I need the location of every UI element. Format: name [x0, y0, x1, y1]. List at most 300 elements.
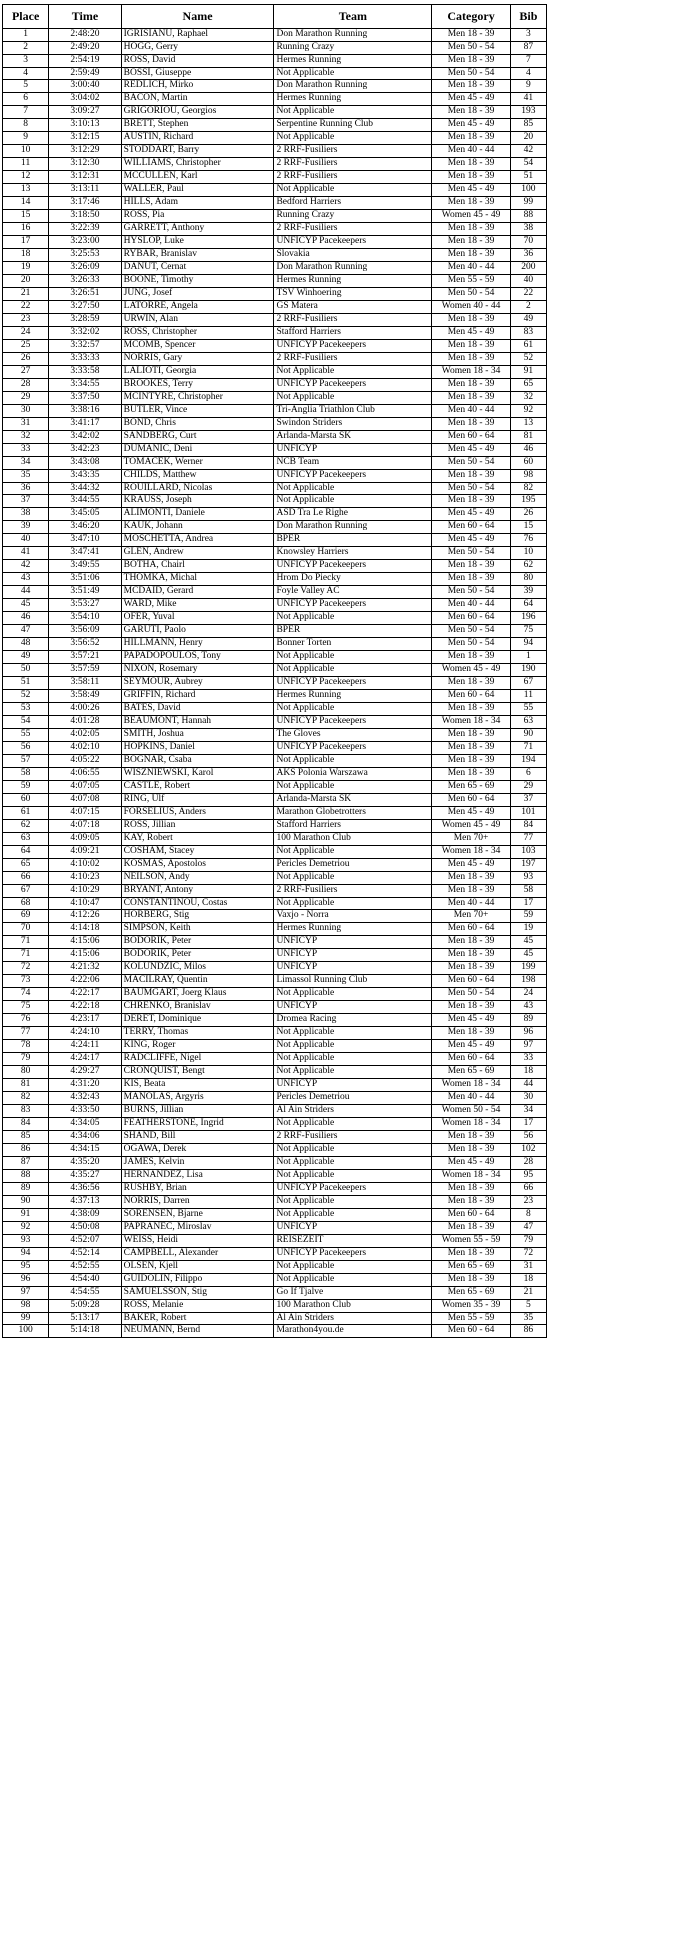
- cell-bib: 18: [510, 1066, 546, 1079]
- cell-bib: 89: [510, 1014, 546, 1027]
- cell-team: 100 Marathon Club: [274, 1299, 432, 1312]
- cell-name: COSHAM, Stacey: [121, 845, 274, 858]
- cell-name: SIMPSON, Keith: [121, 923, 274, 936]
- cell-place: 37: [3, 495, 49, 508]
- table-row: [3, 638, 547, 651]
- cell-place: 45: [3, 599, 49, 612]
- cell-place: 69: [3, 910, 49, 923]
- cell-team: Pericles Demetriou: [274, 1092, 432, 1105]
- table-row: [3, 1130, 547, 1143]
- cell-bib: 54: [510, 158, 546, 171]
- cell-name: KIS, Beata: [121, 1079, 274, 1092]
- table-row: [3, 352, 547, 365]
- cell-time: 3:32:57: [49, 339, 121, 352]
- cell-team: Running Crazy: [274, 41, 432, 54]
- cell-team: Hrom Do Piecky: [274, 573, 432, 586]
- cell-place: 11: [3, 158, 49, 171]
- table-row: [3, 378, 547, 391]
- cell-category: Men 45 - 49: [432, 119, 510, 132]
- cell-time: 4:15:06: [49, 936, 121, 949]
- cell-team: Pericles Demetriou: [274, 858, 432, 871]
- cell-place: 67: [3, 884, 49, 897]
- cell-name: NIXON, Rosemary: [121, 664, 274, 677]
- cell-team: Don Marathon Running: [274, 521, 432, 534]
- cell-time: 3:18:50: [49, 210, 121, 223]
- cell-category: Men 18 - 39: [432, 741, 510, 754]
- cell-category: Men 18 - 39: [432, 339, 510, 352]
- cell-team: 2 RRF-Fusiliers: [274, 171, 432, 184]
- cell-team: Not Applicable: [274, 67, 432, 80]
- cell-place: 3: [3, 54, 49, 67]
- cell-bib: 9: [510, 80, 546, 93]
- cell-time: 3:38:16: [49, 404, 121, 417]
- cell-team: Don Marathon Running: [274, 80, 432, 93]
- cell-name: GLEN, Andrew: [121, 547, 274, 560]
- cell-place: 81: [3, 1079, 49, 1092]
- cell-bib: 37: [510, 793, 546, 806]
- cell-category: Men 60 - 64: [432, 430, 510, 443]
- cell-place: 9: [3, 132, 49, 145]
- cell-category: Men 18 - 39: [432, 1130, 510, 1143]
- cell-bib: 19: [510, 923, 546, 936]
- table-row: [3, 1312, 547, 1325]
- cell-time: 3:34:55: [49, 378, 121, 391]
- cell-category: Men 40 - 44: [432, 1092, 510, 1105]
- cell-place: 2: [3, 41, 49, 54]
- cell-place: 14: [3, 197, 49, 210]
- cell-category: Women 18 - 34: [432, 1117, 510, 1130]
- cell-category: Men 18 - 39: [432, 28, 510, 41]
- cell-bib: 77: [510, 832, 546, 845]
- cell-name: BACON, Martin: [121, 93, 274, 106]
- cell-place: 99: [3, 1312, 49, 1325]
- cell-place: 42: [3, 560, 49, 573]
- table-row: [3, 949, 547, 962]
- table-row: [3, 884, 547, 897]
- table-row: [3, 1273, 547, 1286]
- cell-category: Men 18 - 39: [432, 80, 510, 93]
- cell-name: SHAND, Bill: [121, 1130, 274, 1143]
- cell-time: 4:22:18: [49, 1001, 121, 1014]
- cell-place: 92: [3, 1221, 49, 1234]
- cell-time: 3:26:09: [49, 262, 121, 275]
- cell-category: Men 60 - 64: [432, 1208, 510, 1221]
- cell-bib: 36: [510, 249, 546, 262]
- table-row: [3, 249, 547, 262]
- cell-time: 4:52:55: [49, 1260, 121, 1273]
- cell-team: Not Applicable: [274, 845, 432, 858]
- cell-name: JUNG, Josef: [121, 287, 274, 300]
- cell-name: CHILDS, Matthew: [121, 469, 274, 482]
- cell-time: 3:57:59: [49, 664, 121, 677]
- cell-time: 3:32:02: [49, 326, 121, 339]
- cell-place: 76: [3, 1014, 49, 1027]
- cell-place: 38: [3, 508, 49, 521]
- cell-name: WEISS, Heidi: [121, 1234, 274, 1247]
- cell-team: Not Applicable: [274, 1169, 432, 1182]
- cell-time: 4:24:17: [49, 1053, 121, 1066]
- cell-team: Not Applicable: [274, 184, 432, 197]
- cell-name: WALLER, Paul: [121, 184, 274, 197]
- table-body: [3, 28, 547, 1338]
- cell-place: 86: [3, 1143, 49, 1156]
- cell-time: 4:33:50: [49, 1105, 121, 1118]
- cell-bib: 58: [510, 884, 546, 897]
- cell-time: 4:15:06: [49, 949, 121, 962]
- cell-time: 4:21:32: [49, 962, 121, 975]
- table-row: [3, 1234, 547, 1247]
- cell-team: Stafford Harriers: [274, 819, 432, 832]
- table-row: [3, 1105, 547, 1118]
- cell-place: 27: [3, 365, 49, 378]
- cell-team: UNFICYP Pacekeepers: [274, 715, 432, 728]
- cell-name: NEILSON, Andy: [121, 871, 274, 884]
- cell-time: 4:22:17: [49, 988, 121, 1001]
- table-row: [3, 365, 547, 378]
- cell-name: BOGNAR, Csaba: [121, 754, 274, 767]
- cell-bib: 86: [510, 1325, 546, 1338]
- cell-place: 36: [3, 482, 49, 495]
- cell-time: 3:10:13: [49, 119, 121, 132]
- cell-time: 4:52:07: [49, 1234, 121, 1247]
- cell-name: TERRY, Thomas: [121, 1027, 274, 1040]
- cell-bib: 44: [510, 1079, 546, 1092]
- cell-bib: 29: [510, 780, 546, 793]
- cell-name: OGAWA, Derek: [121, 1143, 274, 1156]
- cell-bib: 63: [510, 715, 546, 728]
- cell-place: 62: [3, 819, 49, 832]
- cell-name: GRIFFIN, Richard: [121, 690, 274, 703]
- table-row: [3, 145, 547, 158]
- cell-team: Not Applicable: [274, 482, 432, 495]
- cell-bib: 67: [510, 677, 546, 690]
- cell-time: 4:52:14: [49, 1247, 121, 1260]
- cell-time: 4:38:09: [49, 1208, 121, 1221]
- cell-place: 4: [3, 67, 49, 80]
- cell-place: 75: [3, 1001, 49, 1014]
- table-row: [3, 1027, 547, 1040]
- cell-name: CRONQUIST, Bengt: [121, 1066, 274, 1079]
- cell-time: 4:10:02: [49, 858, 121, 871]
- table-row: [3, 521, 547, 534]
- cell-bib: 64: [510, 599, 546, 612]
- cell-time: 3:33:33: [49, 352, 121, 365]
- cell-bib: 45: [510, 936, 546, 949]
- cell-team: Not Applicable: [274, 1208, 432, 1221]
- cell-name: KOLUNDZIC, Milos: [121, 962, 274, 975]
- cell-name: BRYANT, Antony: [121, 884, 274, 897]
- cell-team: UNFICYP: [274, 1079, 432, 1092]
- cell-bib: 87: [510, 41, 546, 54]
- cell-place: 17: [3, 236, 49, 249]
- cell-team: Tri-Anglia Triathlon Club: [274, 404, 432, 417]
- cell-team: The Gloves: [274, 728, 432, 741]
- table-row: [3, 780, 547, 793]
- cell-name: KRAUSS, Joseph: [121, 495, 274, 508]
- cell-place: 53: [3, 702, 49, 715]
- cell-team: Not Applicable: [274, 365, 432, 378]
- cell-time: 3:09:27: [49, 106, 121, 119]
- cell-bib: 6: [510, 767, 546, 780]
- cell-team: Not Applicable: [274, 1156, 432, 1169]
- cell-place: 40: [3, 534, 49, 547]
- cell-team: Don Marathon Running: [274, 262, 432, 275]
- cell-bib: 4: [510, 67, 546, 80]
- cell-category: Women 18 - 34: [432, 1079, 510, 1092]
- cell-category: Men 45 - 49: [432, 534, 510, 547]
- cell-bib: 60: [510, 456, 546, 469]
- cell-bib: 10: [510, 547, 546, 560]
- cell-bib: 61: [510, 339, 546, 352]
- cell-name: HORBERG, Stig: [121, 910, 274, 923]
- cell-place: 82: [3, 1092, 49, 1105]
- table-row: [3, 923, 547, 936]
- column-header-category: Category: [432, 5, 510, 29]
- cell-team: Hermes Running: [274, 923, 432, 936]
- cell-bib: 42: [510, 145, 546, 158]
- cell-team: Hermes Running: [274, 690, 432, 703]
- cell-category: Men 18 - 39: [432, 728, 510, 741]
- cell-time: 3:57:21: [49, 651, 121, 664]
- cell-team: Not Applicable: [274, 1053, 432, 1066]
- cell-team: UNFICYP Pacekeepers: [274, 469, 432, 482]
- table-row: [3, 962, 547, 975]
- cell-place: 57: [3, 754, 49, 767]
- cell-name: MCINTYRE, Christopher: [121, 391, 274, 404]
- cell-bib: 80: [510, 573, 546, 586]
- cell-bib: 11: [510, 690, 546, 703]
- table-row: [3, 715, 547, 728]
- cell-team: Not Applicable: [274, 106, 432, 119]
- cell-name: PAPADOPOULOS, Tony: [121, 651, 274, 664]
- cell-category: Men 18 - 39: [432, 469, 510, 482]
- table-row: [3, 443, 547, 456]
- cell-team: Slovakia: [274, 249, 432, 262]
- cell-name: KOSMAS, Apostolos: [121, 858, 274, 871]
- cell-bib: 82: [510, 482, 546, 495]
- cell-name: MOSCHETTA, Andrea: [121, 534, 274, 547]
- cell-category: Men 18 - 39: [432, 417, 510, 430]
- cell-time: 5:14:18: [49, 1325, 121, 1338]
- cell-category: Men 18 - 39: [432, 573, 510, 586]
- cell-team: AKS Polonia Warszawa: [274, 767, 432, 780]
- cell-place: 5: [3, 80, 49, 93]
- cell-category: Men 60 - 64: [432, 793, 510, 806]
- cell-category: Men 18 - 39: [432, 936, 510, 949]
- cell-category: Men 18 - 39: [432, 197, 510, 210]
- cell-bib: 39: [510, 586, 546, 599]
- cell-name: BRETT, Stephen: [121, 119, 274, 132]
- cell-place: 16: [3, 223, 49, 236]
- cell-time: 5:09:28: [49, 1299, 121, 1312]
- cell-place: 68: [3, 897, 49, 910]
- cell-bib: 100: [510, 184, 546, 197]
- cell-category: Men 18 - 39: [432, 1273, 510, 1286]
- cell-name: RYBAR, Branislav: [121, 249, 274, 262]
- cell-name: REDLICH, Mirko: [121, 80, 274, 93]
- table-row: [3, 936, 547, 949]
- cell-team: Not Applicable: [274, 1027, 432, 1040]
- cell-time: 4:34:06: [49, 1130, 121, 1143]
- cell-bib: 33: [510, 1053, 546, 1066]
- cell-name: SAMUELSSON, Stig: [121, 1286, 274, 1299]
- cell-category: Men 45 - 49: [432, 1014, 510, 1027]
- cell-bib: 2: [510, 300, 546, 313]
- cell-team: Swindon Striders: [274, 417, 432, 430]
- cell-time: 3:33:58: [49, 365, 121, 378]
- cell-name: CHRENKO, Branislav: [121, 1001, 274, 1014]
- cell-bib: 96: [510, 1027, 546, 1040]
- cell-team: 100 Marathon Club: [274, 832, 432, 845]
- table-row: [3, 391, 547, 404]
- table-row: [3, 326, 547, 339]
- cell-category: Men 40 - 44: [432, 262, 510, 275]
- table-row: [3, 845, 547, 858]
- cell-time: 3:42:02: [49, 430, 121, 443]
- cell-team: BPER: [274, 534, 432, 547]
- cell-team: UNFICYP: [274, 1001, 432, 1014]
- cell-team: UNFICYP Pacekeepers: [274, 1247, 432, 1260]
- cell-name: MACILRAY, Quentin: [121, 975, 274, 988]
- table-row: [3, 1053, 547, 1066]
- cell-bib: 94: [510, 638, 546, 651]
- race-results-table: [2, 4, 547, 1338]
- cell-place: 60: [3, 793, 49, 806]
- cell-category: Men 18 - 39: [432, 1247, 510, 1260]
- table-row: [3, 28, 547, 41]
- cell-time: 4:07:15: [49, 806, 121, 819]
- cell-team: Not Applicable: [274, 754, 432, 767]
- cell-name: FORSELIUS, Anders: [121, 806, 274, 819]
- cell-time: 4:50:08: [49, 1221, 121, 1234]
- cell-bib: 103: [510, 845, 546, 858]
- cell-team: 2 RRF-Fusiliers: [274, 313, 432, 326]
- cell-place: 100: [3, 1325, 49, 1338]
- cell-place: 50: [3, 664, 49, 677]
- cell-category: Men 18 - 39: [432, 158, 510, 171]
- cell-team: GS Matera: [274, 300, 432, 313]
- cell-time: 4:34:05: [49, 1117, 121, 1130]
- cell-name: SMITH, Joshua: [121, 728, 274, 741]
- cell-time: 4:10:47: [49, 897, 121, 910]
- cell-team: Not Applicable: [274, 1273, 432, 1286]
- table-row: [3, 1260, 547, 1273]
- cell-category: Men 18 - 39: [432, 1195, 510, 1208]
- table-row: [3, 754, 547, 767]
- cell-place: 34: [3, 456, 49, 469]
- cell-team: Foyle Valley AC: [274, 586, 432, 599]
- table-row: [3, 573, 547, 586]
- cell-time: 4:35:20: [49, 1156, 121, 1169]
- cell-category: Men 60 - 64: [432, 1325, 510, 1338]
- cell-bib: 32: [510, 391, 546, 404]
- cell-team: Stafford Harriers: [274, 326, 432, 339]
- cell-category: Men 18 - 39: [432, 962, 510, 975]
- cell-category: Men 18 - 39: [432, 702, 510, 715]
- cell-place: 70: [3, 923, 49, 936]
- cell-category: Men 45 - 49: [432, 443, 510, 456]
- cell-name: WARD, Mike: [121, 599, 274, 612]
- table-row: [3, 819, 547, 832]
- cell-place: 77: [3, 1027, 49, 1040]
- cell-place: 56: [3, 741, 49, 754]
- cell-name: BOTHA, Chairl: [121, 560, 274, 573]
- cell-time: 4:24:11: [49, 1040, 121, 1053]
- cell-bib: 47: [510, 1221, 546, 1234]
- table-row: [3, 93, 547, 106]
- table-row: [3, 560, 547, 573]
- cell-bib: 85: [510, 119, 546, 132]
- cell-name: JAMES, Kelvin: [121, 1156, 274, 1169]
- table-row: [3, 236, 547, 249]
- cell-name: BAKER, Robert: [121, 1312, 274, 1325]
- column-header-time: Time: [49, 5, 121, 29]
- table-row: [3, 793, 547, 806]
- cell-name: TOMACEK, Werner: [121, 456, 274, 469]
- cell-name: ROSS, Pia: [121, 210, 274, 223]
- cell-bib: 56: [510, 1130, 546, 1143]
- cell-team: Not Applicable: [274, 495, 432, 508]
- cell-time: 4:35:27: [49, 1169, 121, 1182]
- cell-name: KING, Roger: [121, 1040, 274, 1053]
- cell-time: 4:54:40: [49, 1273, 121, 1286]
- cell-category: Men 18 - 39: [432, 1027, 510, 1040]
- cell-name: LALIOTI, Georgia: [121, 365, 274, 378]
- table-row: [3, 1066, 547, 1079]
- cell-category: Men 18 - 39: [432, 54, 510, 67]
- cell-bib: 193: [510, 106, 546, 119]
- cell-time: 3:47:10: [49, 534, 121, 547]
- cell-name: NORRIS, Gary: [121, 352, 274, 365]
- cell-place: 54: [3, 715, 49, 728]
- cell-time: 3:27:50: [49, 300, 121, 313]
- cell-time: 3:44:55: [49, 495, 121, 508]
- table-row: [3, 702, 547, 715]
- cell-bib: 17: [510, 1117, 546, 1130]
- cell-bib: 84: [510, 819, 546, 832]
- table-row: [3, 806, 547, 819]
- table-row: [3, 910, 547, 923]
- cell-team: Not Applicable: [274, 664, 432, 677]
- cell-category: Men 45 - 49: [432, 806, 510, 819]
- cell-place: 10: [3, 145, 49, 158]
- cell-place: 78: [3, 1040, 49, 1053]
- cell-place: 63: [3, 832, 49, 845]
- cell-name: HILLMANN, Henry: [121, 638, 274, 651]
- cell-bib: 1: [510, 651, 546, 664]
- cell-name: BATES, David: [121, 702, 274, 715]
- table-row: [3, 223, 547, 236]
- cell-place: 93: [3, 1234, 49, 1247]
- cell-name: MCDAID, Gerard: [121, 586, 274, 599]
- cell-time: 2:54:19: [49, 54, 121, 67]
- cell-place: 85: [3, 1130, 49, 1143]
- cell-team: Not Applicable: [274, 871, 432, 884]
- cell-bib: 21: [510, 1286, 546, 1299]
- cell-place: 64: [3, 845, 49, 858]
- cell-bib: 13: [510, 417, 546, 430]
- cell-category: Women 55 - 59: [432, 1234, 510, 1247]
- cell-team: Not Applicable: [274, 1195, 432, 1208]
- cell-category: Men 45 - 49: [432, 1156, 510, 1169]
- cell-category: Men 55 - 59: [432, 275, 510, 288]
- cell-category: Women 50 - 54: [432, 1105, 510, 1118]
- cell-bib: 31: [510, 1260, 546, 1273]
- cell-time: 4:34:15: [49, 1143, 121, 1156]
- cell-time: 3:58:49: [49, 690, 121, 703]
- cell-time: 3:04:02: [49, 93, 121, 106]
- table-header-row: [3, 5, 547, 29]
